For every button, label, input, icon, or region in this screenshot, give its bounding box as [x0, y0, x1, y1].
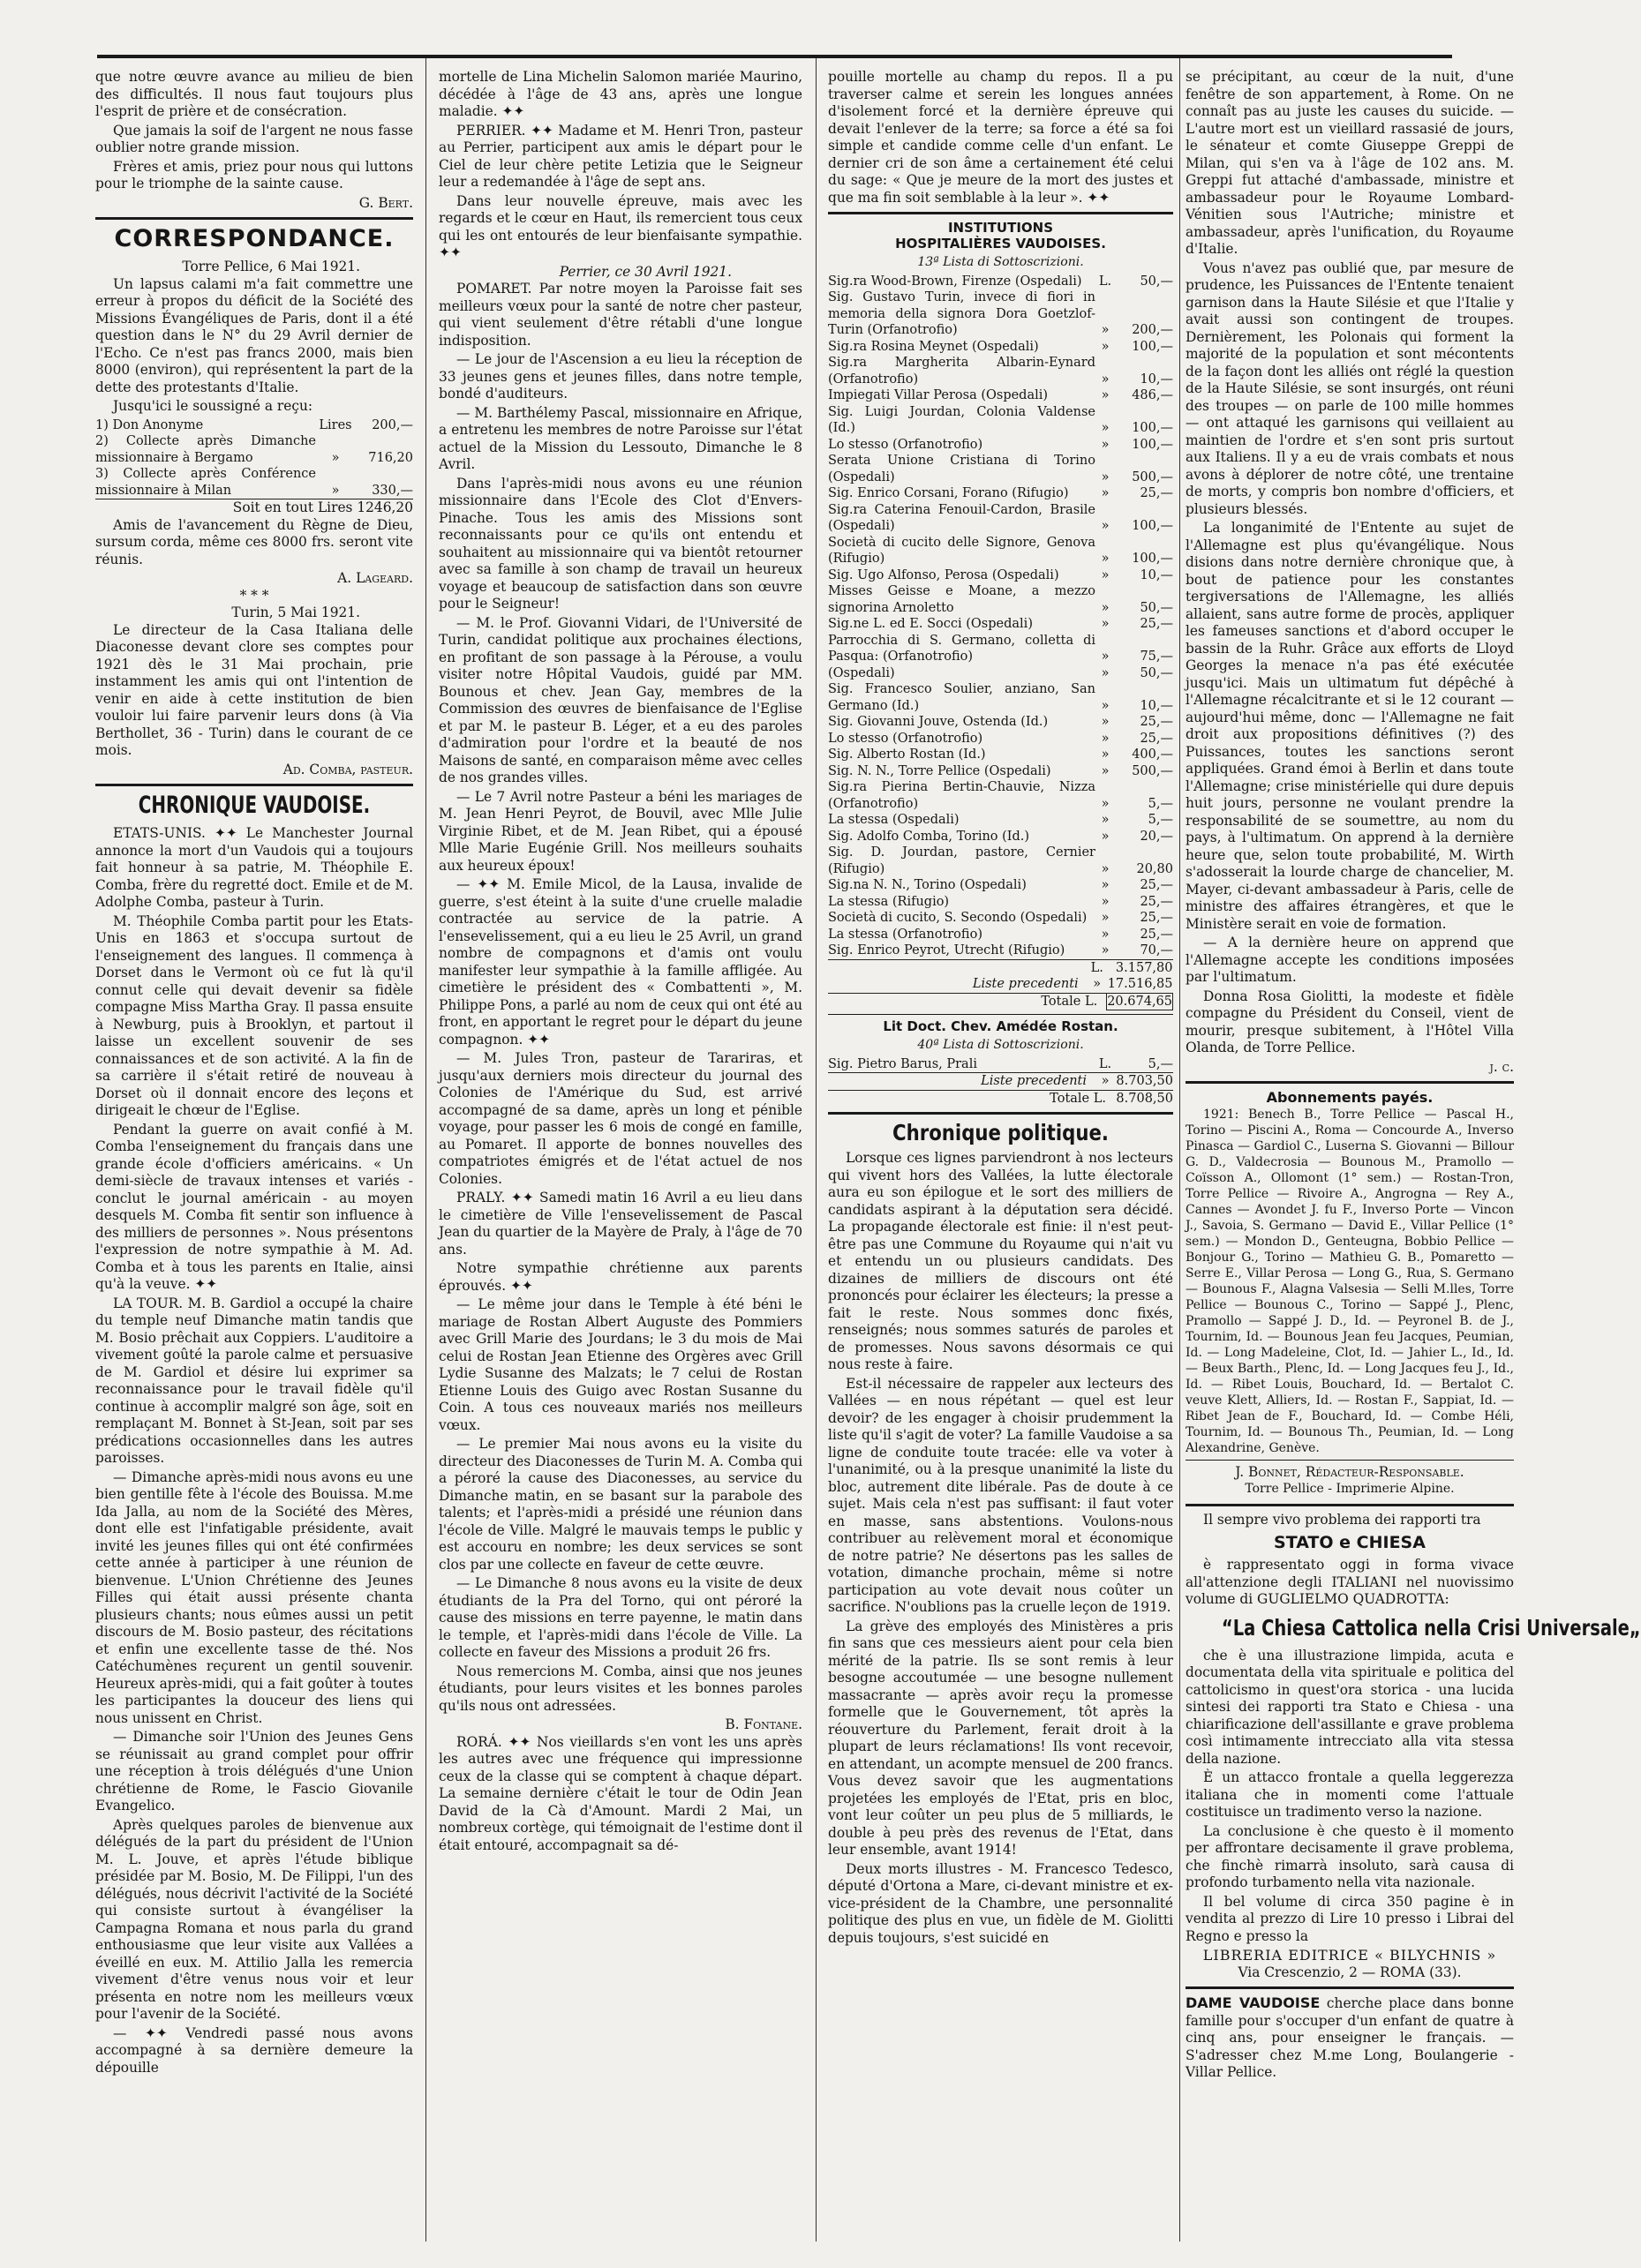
section-rule: [1186, 1081, 1514, 1084]
article-paragraph: Notre sympathie chrétienne aux parents éprouvés. ✦✦: [439, 1260, 802, 1294]
table-row: [828, 763, 1173, 780]
row-currency: »: [1101, 747, 1110, 762]
donation-summary: [828, 959, 1173, 1011]
list-subtitle: 13ª Lista di Sottoscrizioni.: [917, 255, 1084, 269]
row-amount: 5,—: [1148, 813, 1173, 827]
article-paragraph: Pendant la guerre on avait confié à M. Comba l'enseignement du français dans une grande école d'officiers américains. « Un demi-siècle de travaux intenses et variés - conclut le journal américain - au moyen desquels M. Comba fit sentir son influence à des milliers de personnes ». Nous présentons l'expression de notre sympathie à M. Ad. Comba et à tous les parents en Italie, ainsi qu'à la veuve. ✦✦: [95, 1121, 413, 1292]
table-row: [828, 1056, 1173, 1073]
row-amount: 5,—: [1148, 796, 1173, 811]
table-row: [828, 339, 1173, 356]
table-row: [828, 747, 1173, 763]
row-label: Totale L.: [1041, 995, 1098, 1009]
row-label: Liste precedenti: [972, 977, 1079, 991]
table-row: [828, 1090, 1173, 1107]
row-currency: »: [1101, 650, 1110, 664]
article-paragraph: Deux morts illustres - M. Francesco Tedesco, député d'Ortona a Mare, ci-devant ministre et ex-vice-président de la Chambre, une personnalité politique des plus en vue, un fidèle de M. Giolitti depuis toujours, s'est suicidé en: [828, 1860, 1173, 1946]
row-label: (Ospedali): [828, 665, 895, 680]
table-row: [828, 927, 1173, 943]
article-paragraph: — Le Dimanche 8 nous avons eu la visite de deux étudiants de la Pra del Torno, qui ont péroré la cause des missions en terre payenne, le matin dans le temple, et l'après-midi dans l'école de Ville. La collecte en faveur des Missions a produit 26 frs.: [439, 1575, 802, 1660]
section-rule: [828, 212, 1173, 214]
ad-paragraph: Il sempre vivo problema dei rapporti tra: [1203, 1511, 1481, 1528]
row-currency: »: [1101, 552, 1110, 566]
section-rule: [95, 784, 413, 786]
row-label: Sig.ra Rosina Meynet (Ospedali): [828, 339, 1039, 354]
row-label: Sig.ra Caterina Fenouil-Cardon, Brasile (Ospedali): [828, 502, 1095, 533]
row-label: 2) Collecte après Dimanche missionnaire à Bergamo: [95, 434, 316, 465]
table-row: [828, 714, 1173, 731]
row-currency: L.: [1098, 274, 1112, 289]
row-currency: »: [1101, 486, 1110, 500]
row-amount: 20.674,65: [1107, 994, 1172, 1009]
row-currency: »: [1101, 600, 1110, 615]
table-row: [828, 845, 1173, 877]
donation-table: [95, 417, 413, 499]
table-row: [828, 583, 1173, 616]
column-rule: [425, 58, 426, 2242]
column-4: [1186, 69, 1641, 2240]
row-label: Sig. Giovanni Jouve, Ostenda (Id.): [828, 715, 1049, 729]
article-paragraph: Après quelques paroles de bienvenue aux délégués de la part du président de l'Union M. L. Jouve, et après l'étude biblique présidée par M. Bosio, M. De Filippi, l'un des délégués, nous décrivit l'activité de la Société qui consiste surtout à évangéliser la Campagna Romana et nous parla du grand enthousiasme que leur visite aux Vallées a éveillé en eux. M. Attilio Jalla les remercia vivement d'être venus nous voir et leur présenta en notre nom les meilleurs vœux pour l'avenir de la Société.: [95, 1816, 413, 2022]
row-label: Parrocchia di S. Germano, colletta di Pasqua: (Orfanotrofio): [828, 633, 1095, 664]
row-label: Sig. Francesco Soulier, anziano, San Germano (Id.): [828, 682, 1095, 713]
article-paragraph: — Le jour de l'Ascension a eu lieu la réception de 33 jeunes gens et jeunes filles, dans notre temple, bondé d'auditeurs.: [439, 351, 802, 402]
signature: A. Lageard.: [337, 570, 413, 586]
row-currency: »: [1101, 911, 1110, 925]
ad-book-title: “La Chiesa Cattolica nella Crisi Universale„: [1221, 1614, 1641, 1641]
row-label: Società di cucito, S. Secondo (Ospedali): [828, 911, 1088, 925]
row-currency: »: [1101, 715, 1110, 729]
top-rule: [97, 55, 1452, 58]
row-label: Sig. Ugo Alfonso, Perosa (Ospedali): [828, 567, 1059, 582]
section-title: CHRONIQUE VAUDOISE.: [138, 792, 371, 819]
table-row: [828, 437, 1173, 454]
row-currency: Lires: [319, 417, 352, 432]
row-currency: »: [331, 483, 340, 498]
section-title: Chronique politique.: [892, 1120, 1110, 1145]
row-amount: 100,—: [1132, 437, 1173, 452]
ad-paragraph: è rappresentato oggi in forma vivace all'attenzione degli ITALIANI nel nuovissimo volume di GUGLIELMO QUADROTTA:: [1186, 1557, 1514, 1607]
article-paragraph: — Le 7 Avril notre Pasteur a béni les mariages de M. Jean Henri Peyrot, de Bouvil, avec Mlle Julie Virginie Ribet, et de M. Jean Ribet, qui a épousé Mlle Marie Eugénie Grill. Nos meilleurs souhaits aux heureux époux!: [439, 788, 802, 874]
row-amount: 25,—: [1140, 894, 1173, 909]
row-currency: »: [1101, 323, 1110, 337]
row-amount: 75,—: [1140, 650, 1173, 664]
table-row: [828, 485, 1173, 502]
table-row: [828, 731, 1173, 747]
table-row: [95, 417, 413, 434]
column-2: [439, 69, 802, 2240]
row-amount: 716,20: [368, 450, 413, 465]
row-amount: 50,—: [1140, 274, 1173, 289]
article-paragraph: Que jamais la soif de l'argent ne nous fasse oublier notre grande mission.: [95, 122, 413, 155]
row-label: Sig. D. Jourdan, pastore, Cernier (Rifugio): [828, 845, 1095, 876]
row-label: Sig. Enrico Corsani, Forano (Rifugio): [828, 486, 1069, 500]
row-currency: »: [1101, 829, 1110, 844]
ad-publisher: LIBRERIA EDITRICE « BILYCHNIS »: [1202, 1947, 1497, 1964]
column-rule: [816, 58, 817, 2242]
row-currency: »: [1101, 731, 1110, 746]
row-label: Sig.ne L. ed E. Socci (Ospedali): [828, 617, 1033, 631]
article-paragraph: POMARET. Par notre moyen la Paroisse fait ses meilleurs vœux pour la santé de notre cher pasteur, qui vient seulement d'être rétabli d'une longue indisposition.: [439, 281, 802, 349]
row-label: La stessa (Rifugio): [828, 894, 950, 909]
article-paragraph: — A la dernière heure on apprend que l'Allemagne accepte les conditions imposées par l'ultimatum.: [1186, 935, 1514, 985]
row-amount: 200,—: [372, 417, 413, 432]
article-paragraph: Lorsque ces lignes parviendront à nos lecteurs qui vivent hors des Vallées, la lutte électorale aura eu son épilogue et le sort des milliers de candidats aspirant à la députation sera décidé. La propagande électorale est finie: il n'est peut-être pas une Commune du Royaume qui n'ait vu et entendu un ou plusieurs candidats. Des dizaines de milliers de discours ont été prononcés pour éclairer les électeurs; la presse a fait le reste. Nous sommes donc fixés, renseignés; nous sommes saturés de paroles et de promesses. Nous savons désormais ce qui nous reste à faire.: [828, 1150, 1173, 1372]
row-currency: »: [1101, 813, 1110, 827]
table-row: [95, 466, 413, 499]
row-label: Totale L.: [1050, 1091, 1106, 1106]
row-currency: L.: [1098, 1056, 1112, 1071]
row-label: Sig. N. N., Torre Pellice (Ospedali): [828, 763, 1051, 778]
row-label: Sig.na N. N., Torino (Ospedali): [828, 878, 1027, 892]
row-amount: 3.157,80: [1115, 960, 1173, 975]
row-currency: »: [1101, 878, 1110, 892]
row-amount: 25,—: [1140, 731, 1173, 746]
table-row: [828, 274, 1173, 290]
row-currency: L.: [1090, 960, 1103, 975]
row-label: Sig. Enrico Peyrot, Utrecht (Rifugio): [828, 943, 1065, 958]
row-label: Liste precedenti: [981, 1074, 1087, 1088]
row-amount: 330,—: [372, 483, 413, 498]
article-paragraph: Dans l'après-midi nous avons eu une réunion missionnaire dans l'Ecole des Clot d'Envers-Pinache. Tous les amis des Missions sont reconnaissants pour ce qu'ils ont entendu et souhaitent au missionnaire qui va bientôt retourner avec sa famille à son champ de travail un heureux voyage et beaucoup de satisfaction dans son œuvre pour le Seigneur!: [439, 475, 802, 612]
article-paragraph: Le directeur de la Casa Italiana delle Diaconesse devant clore ses comptes pour 1921 dès le 31 Mai prochain, prie instamment les amis qui ont l'intention de venir en aide à cette institution de bien vouloir lui faire parvenir leurs dons (à Via Berthollet, 36 - Turin) dans le courant de ce mois.: [95, 621, 413, 758]
row-label: Sig. Adolfo Comba, Torino (Id.): [828, 829, 1030, 844]
row-currency: »: [1101, 519, 1110, 533]
table-row: [828, 665, 1173, 682]
row-amount: 100,—: [1132, 339, 1173, 354]
row-amount: 8.708,50: [1116, 1091, 1173, 1106]
article-paragraph: — ✦✦ M. Emile Micol, de la Lausa, invalide de guerre, s'est éteint à la suite d'une cruelle maladie contractée au service de la patrie. A l'ensevelissement, qui a eu lieu le 25 Avril, un grand nombre de compagnons et d'amis ont voulu manifester leur sympathie à la famille affligée. Au cimetière le président des « Combattenti », M. Philippe Pons, a parlé au nom de ceux qui ont été au front, en apportant le regret pour le départ du jeune compagnon. ✦✦: [439, 876, 802, 1048]
table-row: Liste precedenti » 8.703,50: [828, 1073, 1173, 1091]
row-amount: 500,—: [1132, 763, 1173, 778]
column-rule: [1179, 58, 1180, 2242]
article-paragraph: — M. Jules Tron, pasteur de Tarariras, et jusqu'aux derniers mois directeur du journal des Colonies de l'Amérique du Sud, est arrivé accompagné de sa dame, après un long et pénible voyage, pour passer les 6 mois de congé en famille, au Pomaret. Il apporte de bonnes nouvelles des compatriotes émigrés et de l'état actuel de nos Colonies.: [439, 1050, 802, 1187]
table-row: [828, 993, 1173, 1010]
article-paragraph: Jusqu'ici le soussigné a reçu:: [113, 398, 313, 414]
table-row: [828, 535, 1173, 567]
section-title: HOSPITALIÈRES VAUDOISES.: [895, 236, 1106, 252]
table-row: [828, 829, 1173, 845]
row-label: 1) Don Anonyme: [95, 417, 204, 432]
signature: B. Fontane.: [725, 1716, 802, 1732]
table-row: [828, 355, 1173, 387]
section-title: CORRESPONDANCE.: [114, 225, 395, 252]
row-label: Sig. Gustavo Turin, invece di fiori in memoria della signora Dora Goetzlof-Turin (Orfanotrofio): [828, 290, 1095, 337]
article-paragraph: Donna Rosa Giolitti, la modeste et fidèle compagne du Président du Conseil, vient de mourir, presque subitement, à l'Hôtel Villa Olanda, de Torre Pellice.: [1186, 988, 1514, 1055]
article-paragraph: Est-il nécessaire de rappeler aux lecteurs des Vallées — en nous répétant — quel est leur devoir? de les engager à choisir prudemment la liste qu'il s'agit de voter? La famille Vaudoise a sa ligne de conduite toute tracée: elle va voter à l'unanimité, ou à la presque unanimité la liste du bloc, autrement dite libérale. Pas de doute à ce sujet. Mais cela n'est pas suffisant: il faut voter en masse, sans abstentions. Voulons-nous contribuer au relèvement moral et économique de notre patrie? Ne désertons pas les salles de votation, dimanche prochain, même si notre participation au vote devait nous coûter un sacrifice. N'oublions pas la cruelle leçon de 1919.: [828, 1375, 1173, 1615]
row-label: Serata Unione Cristiana di Torino (Ospedali): [828, 454, 1095, 484]
row-currency: »: [1101, 927, 1110, 942]
article-paragraph: — M. Barthélemy Pascal, missionnaire en Afrique, a entretenu les membres de notre Paroisse sur l'état actuel de la Mission du Lessouto, Dimanche le 8 Avril.: [439, 404, 802, 472]
ad-paragraph: Il bel volume di circa 350 pagine è in vendita al prezzo di Lire 10 presso i Librai del Regno e presso la: [1186, 1893, 1514, 1944]
table-row: [828, 616, 1173, 633]
signature: Ad. Comba, pasteur.: [282, 761, 413, 777]
row-amount: 25,—: [1140, 617, 1173, 631]
section-rule: [828, 1112, 1173, 1115]
classified-ad-text: cherche place dans bonne famille pour s'occuper d'un enfant de quatre à cinq ans, pour enseigner le français. — S'adresser chez M.me Long, Boulangerie - Villar Pellice.: [1186, 1995, 1514, 2080]
row-label: Sig. Pietro Barus, Prali: [828, 1056, 977, 1071]
row-currency: »: [1101, 567, 1110, 582]
row-label: La stessa (Orfanotrofio): [828, 927, 982, 942]
article-paragraph: — Le même jour dans le Temple à été béni le mariage de Rostan Albert Auguste des Pommiers avec Grill Marie des Jourdans; le 3 du mois de Mai celui de Rostan Jean Etienne des Orgères avec Grill Lydie Susanne des Malzats; le 7 celui de Rostan Etienne Louis des Guigo avec Rostan Susanne du Coin. A tous ces nouveaux mariés nos meilleurs vœux.: [439, 1296, 802, 1433]
table-row: [828, 453, 1173, 485]
row-label: Lo stesso (Orfanotrofio): [828, 731, 983, 746]
row-amount: 200,—: [1132, 323, 1173, 337]
article-paragraph: LA TOUR. M. B. Gardiol a occupé la chaire du temple neuf Dimanche matin tandis que M. Bosio prêchait aux Coppiers. L'auditoire a vivement goûté la parole calme et persuasive de M. Gardiol et désire lui exprimer sa reconnaissance pour le travail fidèle qu'il continue à accomplir malgré son âge, soit en remplaçant M. Bonnet à St-Jean, soit par ses prédications occasionnelles dans les autres paroisses.: [95, 1295, 413, 1466]
section-rule: [95, 217, 413, 220]
section-title: Lit Doct. Chev. Amédée Rostan.: [883, 1018, 1118, 1034]
column-1: [95, 69, 413, 2240]
article-paragraph: PRALY. ✦✦ Samedi matin 16 Avril a eu lieu dans le cimetière de Ville l'ensevelissement de Pascal Jean du quartier de la Mayère de Praly, à l'âge de 70 ans.: [439, 1190, 802, 1258]
row-label: La stessa (Ospedali): [828, 813, 960, 827]
row-amount: 10,—: [1140, 698, 1173, 713]
article-paragraph: Nous remercions M. Comba, ainsi que nos jeunes étudiants, pour leurs visites et les bonnes paroles qu'ils nous ont adressées.: [439, 1663, 802, 1714]
row-currency: »: [1101, 665, 1110, 680]
subscriber-list: 1921: Benech B., Torre Pellice — Pascal H., Torino — Piscini A., Roma — Concourde A., Inverso Pinasca — Gardiol C., Luserna S. Giovanni — Billour G. D., Valdecrosia — Bounous M., Pramollo — Coïsson A., Ollomont (1° sem.) — Rostan-Tron, Torre Pellice — Rivoire A., Angrogna — Rey A., Cannes — Avondet J. fu F., Inverso Porte — Vincon J., Savoia, S. Germano — David E., Villar Pellice (1° sem.) — Mondon D., Genteugna, Bobbio Pellice — Bonjour G., Torino — Mathieu G. B., Pomaretto — Serre E., Villar Perosa — Long G., Rua, S. Germano — Bounous F., Alagna Valsesia — Selli M.lles, Torre Pellice — Bounous C., Torino — Sappé J., Plenc, Pramollo — Sappé J. D., Id. — Peyronel B. de J., Tournim, Id. — Bounous Jean feu Jacques, Peumian, Id. — Long Madeleine, Clot, Id. — Jahier L., Id., Id. — Beux Barth., Plenc, Id. — Long Jacques feu J., Id., Id. — Ribet Louis, Bouchard, Id. — Bertalot C. veuve Klett, Alliers, Id. — Rostan F., Sappiat, Id. — Ribet Jean de F., Bouchard, Id. — Combe Héli, Tournim, Id. — Bounous Th., Peumian, Id. — Long Alexandrine, Genève.: [1186, 1107, 1515, 1455]
row-amount: 500,—: [1132, 469, 1173, 484]
row-amount: 25,—: [1140, 927, 1173, 942]
row-currency: »: [1101, 861, 1110, 876]
section-title: Abonnements payés.: [1266, 1089, 1434, 1106]
row-amount: 100,—: [1132, 421, 1173, 435]
table-row: [828, 404, 1173, 437]
row-amount: 70,—: [1140, 943, 1173, 958]
table-row: [95, 433, 413, 466]
table-row: [828, 567, 1173, 584]
row-amount: 25,—: [1140, 911, 1173, 925]
row-amount: 100,—: [1132, 519, 1173, 533]
row-amount: 20,80: [1136, 861, 1173, 876]
article-paragraph: — ✦✦ Vendredi passé nous avons accompagné à sa dernière demeure la dépouille: [95, 2024, 413, 2076]
row-currency: »: [1101, 437, 1110, 452]
article-paragraph: Vous n'avez pas oublié que, par mesure de prudence, les Puissances de l'Entente tenaient garnison dans la Haute Silésie et que l'Italie y avait aussi son contingent de troupes. Dernièrement, les Polonais qui forment la majorité de la population et sont mécontents de la façon dont les alliés ont réglé la question de la Haute Silésie, se sont insurgés, ont réuni des troupes — on parle de 100 mille hommes — ont attaqué les garnisons qui veillaient au maintien de l'ordre et s'en sont pris surtout aux Italiens. Il y a eu de vrais combats et nous avons à déplorer de notre côté, une trentaine de morts, y compris bon nombre d'officiers, et plusieurs blessés.: [1186, 259, 1514, 517]
row-label: Sig.ra Margherita Albarin-Eynard (Orfanotrofio): [828, 356, 1095, 387]
donation-table: [828, 1056, 1173, 1108]
donation-total: Soit en tout Lires 1246,20: [95, 499, 413, 517]
row-label: Società di cucito delle Signore, Genova (Rifugio): [828, 535, 1095, 566]
row-amount: 400,—: [1132, 747, 1173, 762]
row-label: Sig.ra Wood-Brown, Firenze (Ospedali): [828, 274, 1082, 289]
row-amount: 5,—: [1148, 1056, 1173, 1071]
row-label: Sig.ra Pierina Bertin-Chauvie, Nizza (Orfanotrofio): [828, 780, 1095, 811]
table-row: [828, 812, 1173, 829]
row-currency: »: [1101, 943, 1110, 958]
ad-paragraph: È un attacco frontale a quella leggerezza italiana che in momenti come l'attuale costituisce un tradimento verso la nazione.: [1186, 1769, 1514, 1820]
list-subtitle: 40ª Lista di Sottoscrizioni.: [917, 1038, 1084, 1052]
classified-ad-head: DAME VAUDOISE: [1186, 1994, 1321, 2011]
article-paragraph: pouille mortelle au champ du repos. Il a pu traverser calme et serein les longues années d'isolement forcé et la dernière épreuve qui devait l'enlever de la terre; sa force a été sa foi simple et candide comme celle d'un enfant. Le dernier cri de son âme a certainement été celui du sage: « Que je meure de la mort des justes et que ma fin soit semblable à la leur ». ✦✦: [828, 69, 1173, 206]
row-currency: »: [1101, 469, 1110, 484]
row-label: Sig. Alberto Rostan (Id.): [828, 747, 986, 762]
article-paragraph: — Dimanche après-midi nous avons eu une bien gentille fête à l'école des Bouissa. M.me Ida Jalla, au nom de la Société des Mères, dont elle est l'infatigable présidente, avait invité les jeunes filles qui ont été confirmées cette année à participer à une réunion de bienvenue. L'Union Chrétienne des Jeunes Filles qui était aussi présente chanta plusieurs chants; nous eûmes aussi un petit discours de M. Bosio pasteur, des récitations et enfin une excellente tasse de thé. Nos Catéchumènes reçurent un gentil souvenir. Heureux après-midi, qui a fait goûter à toutes les participantes la douceur des liens qui nous unissent en Christ.: [95, 1468, 413, 1726]
table-row: [828, 681, 1173, 714]
row-currency: »: [1101, 763, 1110, 778]
row-label: Lo stesso (Orfanotrofio): [828, 437, 983, 452]
section-rule: [1186, 1504, 1514, 1506]
signature: j. c.: [1489, 1058, 1514, 1075]
row-currency: »: [1101, 388, 1110, 402]
table-row: [828, 959, 1173, 976]
row-currency: »: [1101, 796, 1110, 811]
table-row: [828, 942, 1173, 959]
row-label: Misses Geisse e Moane, a mezzo signorina Arnoletto: [828, 584, 1095, 615]
editor-line: J. Bonnet, Rédacteur-Responsable.: [1235, 1463, 1464, 1480]
classified-ad: [1186, 1994, 1514, 2082]
article-paragraph: PERRIER. ✦✦ Madame et M. Henri Tron, pasteur au Perrier, participent aux amis le départ pour le Ciel de leur chère petite Letizia que le Seigneur leur a redemandée à l'âge de sept ans.: [439, 122, 802, 190]
column-3: [828, 69, 1173, 2240]
dateline: Torre Pellice, 6 Mai 1921.: [182, 259, 360, 274]
article-paragraph: Un lapsus calami m'a fait commettre une erreur à propos du déficit de la Société des Missions Évangéliques de Paris, dont il a été question dans le N° du 29 Avril dernier de l'Echo. Ce n'est pas francs 2000, mais bien 8000 (environ), qui représentent la part de la dette des protestants d'Italie.: [95, 275, 413, 395]
article-paragraph: Dans leur nouvelle épreuve, mais avec les regards et le cœur en Haut, ils remercient tous ceux qui les ont entourés de leur bienfaisante sympathie. ✦✦: [439, 192, 802, 260]
row-currency: »: [1101, 894, 1110, 909]
row-amount: 25,—: [1140, 486, 1173, 500]
row-amount: 25,—: [1140, 878, 1173, 892]
table-row: [828, 289, 1173, 339]
row-currency: »: [1101, 617, 1110, 631]
row-amount: 20,—: [1140, 829, 1173, 844]
row-amount: 50,—: [1140, 600, 1173, 615]
stars-separator: * * *: [239, 587, 269, 604]
donation-table: [828, 274, 1173, 959]
row-amount: 10,—: [1140, 567, 1173, 582]
article-paragraph: Amis de l'avancement du Règne de Dieu, sursum corda, même ces 8000 frs. seront vite réunis.: [95, 516, 413, 567]
ad-address: Via Crescenzio, 2 — ROMA (33).: [1238, 1964, 1462, 1980]
row-currency: »: [1101, 372, 1110, 387]
table-row: [828, 877, 1173, 894]
article-paragraph: — M. le Prof. Giovanni Vidari, de l'Université de Turin, candidat politique aux prochaines élections, en profitant de son passage à la Pérouse, a voulu visiter notre Hôpital Vaudois, guidé par MM. Bounous et chev. Jean Gay, membres de la Commission des œuvres de bienfaisance de l'Eglise et par M. le pasteur B. Léger, et a eu des paroles d'admiration pour l'ordre et la beauté de nos Maisons de santé, en comparaison même avec celles de nos grandes villes.: [439, 614, 802, 785]
printer-line: Torre Pellice - Imprimerie Alpine.: [1245, 1482, 1455, 1496]
article-paragraph: M. Théophile Comba partit pour les Etats-Unis en 1863 et s'occupa surtout de l'enseignement des langues. Il commença à Dorset dans le Vermont où ce fut là qu'il connut celle qui devait devenir sa fidèle compagne Miss Martha Gray. Il passa ensuite à Newburg, puis à Brooklyn, et partout il laisse un excellent souvenir de ses connaissances et de son activité. A la fin de sa carrière il s'était retiré de nouveau à Dorset où il donnait encore des leçons et dirigeait le chœur de l'Eglise.: [95, 912, 413, 1118]
section-title: INSTITUTIONS: [947, 220, 1054, 236]
table-row: [828, 910, 1173, 927]
section-rule: [1186, 1986, 1514, 1989]
row-amount: 10,—: [1140, 372, 1173, 387]
signature: G. Bert.: [358, 194, 413, 211]
row-currency: »: [331, 450, 340, 465]
article-paragraph: RORÁ. ✦✦ Nos vieillards s'en vont les uns après les autres avec une fréquence qui impressionne ceux de la classe qui se comptent à chaque départ. La semaine dernière c'était le tour de Odin Jean David de la Cà d'Amount. Mardi 2 Mai, un nombreux cortège, qui témoignait de l'estime dont il était entouré, accompagnait sa dé-: [439, 1733, 802, 1853]
row-label: Impiegati Villar Perosa (Ospedali): [828, 388, 1049, 402]
row-currency: »: [1101, 339, 1110, 354]
article-paragraph: La longanimité de l'Entente au sujet de l'Allemagne est plus qu'évangélique. Nous disions dans notre dernière chronique que, à bout de patience pour les constantes tergiversations de l'Allemagne, les alliés allaient, sans autre forme de procès, appliquer les fameuses sanctions et d'abord occuper le bassin de la Ruhr. Grâce aux efforts de Lloyd Georges la menace n'a pas été exécutée jusqu'ici. Mais un ultimatum fut dépêché à l'Allemagne récalcitrante et si le 12 courant — aujourd'hui même, donc — l'Allemagne ne fait droit aux propositions définitives (?) des Puissances, toutes les sanctions seront appliquées. Grand émoi à Berlin et dans toute l'Allemagne; crise ministérielle qui dure depuis huit jours, personne ne voulant prendre la responsabilité de se soumettre, au nom du pays, à l'ultimatum. On apprend à la dernière heure que, selon toute probabilité, M. Wirth s'adosserait la lourde charge de chancelier, M. Mayer, ci-devant ambassadeur à Paris, celle de ministre des affaires étrangères, et que le Ministère serait en voie de formation.: [1186, 520, 1514, 932]
table-row: [828, 894, 1173, 911]
dateline: Turin, 5 Mai 1921.: [231, 605, 360, 620]
row-label: 3) Collecte après Conférence missionnaire à Milan: [95, 467, 316, 498]
row-currency: »: [1101, 421, 1110, 435]
row-amount: 25,—: [1140, 715, 1173, 729]
ad-title: STATO e CHIESA: [1274, 1533, 1426, 1552]
section-rule: [1186, 1460, 1514, 1461]
row-amount: 8.703,50: [1116, 1074, 1173, 1088]
article-paragraph: se précipitant, au cœur de la nuit, d'une fenêtre de son appartement, à Rome. On ne connaît pas au juste les causes du suicide. — L'autre mort est un vieillard rassasié de jours, le sénateur et comte Giuseppe Greppi de Milan, qui s'en va à l'âge de 102 ans. M. Greppi fut attaché d'ambassade, ministre et ambassadeur pour le Royaume Lombard-Vénitien sous l'Autriche; ministre et ambassadeur, après l'unification, du Royaume d'Italie.: [1186, 69, 1514, 257]
row-amount: 100,—: [1132, 552, 1173, 566]
row-currency: »: [1101, 698, 1110, 713]
table-row: [828, 387, 1173, 404]
article-paragraph: — Le premier Mai nous avons eu la visite du directeur des Diaconesses de Turin M. A. Comba qui a péroré la cause des Diaconesses, au service du Dimanche matin, en se basant sur la parabole des talents; et l'après-midi a présidé une réunion dans l'école de Ville. Malgré le mauvais temps le public y est accouru en nombre; les deux services se sont clos par une collecte en faveur de cette œuvre.: [439, 1436, 802, 1573]
table-row: [828, 779, 1173, 812]
row-amount: 486,—: [1132, 388, 1173, 402]
table-row: [828, 502, 1173, 535]
ad-paragraph: La conclusione è che questo è il momento per affrontare decisamente il grave problema, che finchè rimarrà insoluto, sarà causa di profondo turbamento nella vita nazionale.: [1186, 1822, 1514, 1890]
row-label: Sig. Luigi Jourdan, Colonia Valdense (Id.): [828, 404, 1095, 435]
article-paragraph: La grève des employés des Ministères a pris fin sans que ces messieurs aient pour cela bien mérité de la patrie. Ils se sont remis à leur besogne accoutumée — une besogne nullement massacrante — après avoir reçu la promesse formelle que le Gouvernement, tôt après la réouverture du Parlement, ferait droit à la plupart de leurs réclamations! Ils vont recevoir, en attendant, un acompte mensuel de 200 francs. Vous devez savoir que les augmentations projetées les employés de l'Etat, pris en bloc, vont leur coûter un peu plus de 5 milliards, le double à peu près des revenus de l'Etat, dans leur ensemble, avant 1914!: [828, 1618, 1173, 1858]
table-row: Liste precedenti » 17.516,85: [828, 976, 1173, 993]
ad-paragraph: che è una illustrazione limpida, acuta e documentata della vita spirituale e politica del cattolicismo in quest'ora storica - una lucida sintesi dei rapporti tra Stato e Chiesa - una chiarificazione dell'assillante e grave problema così intimamente intrecciato alla vita stessa della nazione.: [1186, 1647, 1514, 1767]
row-amount: 50,—: [1140, 665, 1173, 680]
article-paragraph: — Dimanche soir l'Union des Jeunes Gens se réunissait au grand complet pour offrir une réception à trois délégués d'une Union chrétienne de Rome, le Fascio Giovanile Evangelico.: [95, 1729, 413, 1814]
dateline: Perrier, ce 30 Avril 1921.: [559, 263, 732, 280]
row-amount: 17.516,85: [1107, 977, 1173, 991]
article-paragraph: mortelle de Lina Michelin Salomon mariée Maurino, décédée à l'âge de 43 ans, après une longue maladie. ✦✦: [439, 69, 802, 119]
table-row: [828, 633, 1173, 665]
article-paragraph: Frères et amis, priez pour nous qui luttons pour le triomphe de la sainte cause.: [95, 158, 413, 192]
section-rule: [828, 1014, 1173, 1015]
article-paragraph: ETATS-UNIS. ✦✦ Le Manchester Journal annonce la mort d'un Vaudois qui a toujours fait honneur à sa patrie, M. Théophile E. Comba, frère du regretté doct. Emile et de M. Adolphe Comba, pasteur à Turin.: [95, 825, 413, 910]
article-paragraph: que notre œuvre avance au milieu de bien des difficultés. Il nous faut toujours plus l'esprit de prière et de consécration.: [95, 69, 413, 119]
